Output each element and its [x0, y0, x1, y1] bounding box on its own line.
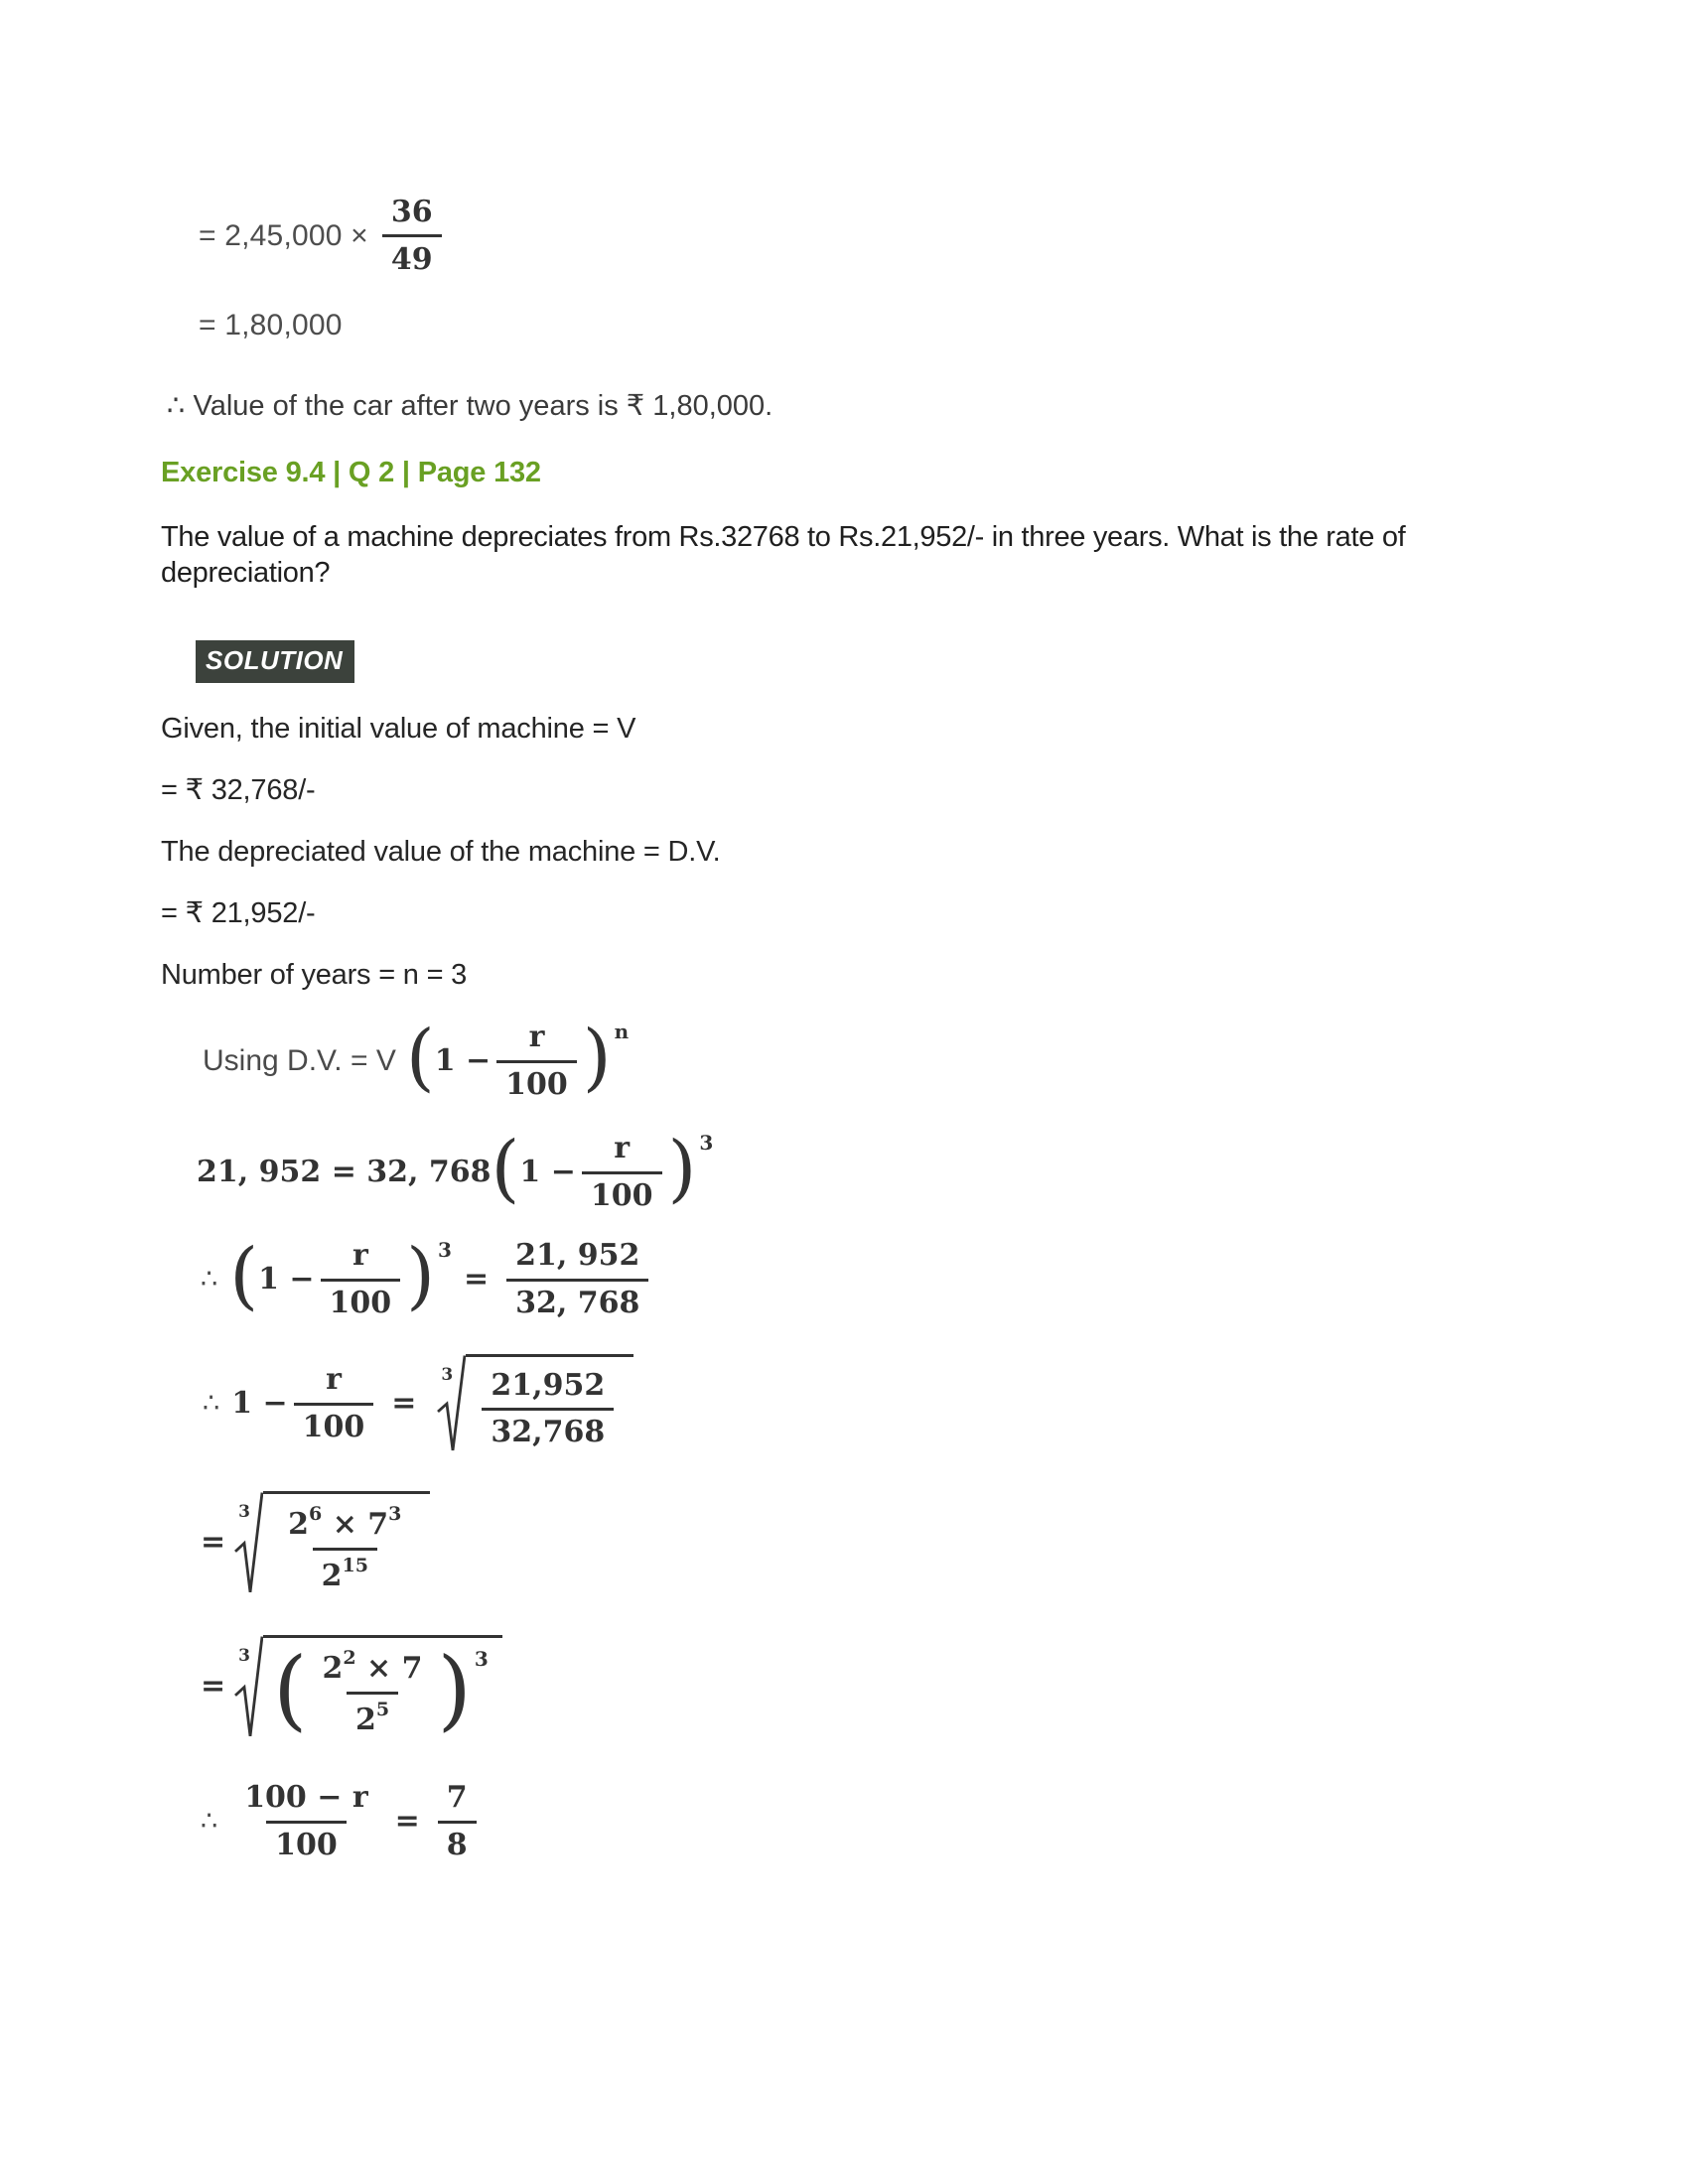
fraction-numerator: 7: [446, 1780, 468, 1815]
close-paren: ): [437, 1637, 472, 1740]
carry-step-1: [199, 195, 1539, 277]
open-paren: (: [405, 1015, 435, 1101]
exponent-n: n: [614, 1020, 630, 1043]
close-paren: ): [667, 1126, 697, 1212]
exponent: 2: [343, 1647, 356, 1669]
one-minus: 1 −: [434, 1042, 492, 1078]
fraction-denominator: [313, 1548, 377, 1594]
therefore-symbol: ∴: [201, 1264, 218, 1295]
cube-root: [436, 1354, 633, 1453]
close-paren: ): [406, 1233, 436, 1319]
formula-substituted: [197, 1126, 1539, 1213]
fraction-r-100: [496, 1021, 577, 1102]
exponent-3: 3: [474, 1647, 489, 1671]
open-paren: (: [491, 1126, 520, 1212]
formula-dv-general: [203, 1015, 1539, 1102]
fraction-r-100: [321, 1239, 401, 1320]
fraction-numerator: 21, 952: [515, 1238, 640, 1273]
formula-perfect-cube: [201, 1635, 1539, 1739]
exponent: 6: [309, 1503, 323, 1525]
given-line: Given, the initial value of machine = V: [161, 713, 636, 745]
fraction-r-100: [582, 1132, 662, 1213]
formula-isolated-cube: [201, 1233, 1539, 1320]
fraction-numerator: r: [614, 1131, 631, 1165]
equals-sign: =: [201, 1525, 226, 1561]
root-index: 3: [238, 1502, 250, 1522]
carry-step-1-text: = 2,45,000 ×: [199, 218, 368, 252]
one-minus: 1 −: [519, 1154, 576, 1189]
exercise-heading[interactable]: Exercise 9.4 | Q 2 | Page 132: [161, 457, 541, 488]
conclusion-line: ∴ Value of the car after two years is ₹ 1,80,000.: [167, 390, 774, 422]
base: 7: [367, 1507, 389, 1542]
fraction-denominator: 100: [266, 1821, 347, 1863]
fraction-denominator: 100: [321, 1279, 401, 1321]
root-index: 3: [441, 1365, 454, 1385]
depreciated-label-line: The depreciated value of the machine = D.V.: [161, 836, 721, 868]
fraction-numerator: [313, 1648, 431, 1692]
lhs-values: 21, 952 = 32, 768: [197, 1154, 492, 1189]
times-sign: ×: [366, 1651, 392, 1686]
open-paren: (: [273, 1637, 308, 1740]
fraction-denominator: 100: [496, 1060, 577, 1103]
fraction-denominator: 32,768: [482, 1408, 614, 1450]
base: 2: [354, 1702, 376, 1737]
initial-value-line: = ₹ 32,768/-: [161, 774, 316, 806]
solution-badge: SOLUTION: [196, 640, 354, 683]
fraction-denominator: [347, 1692, 398, 1738]
equals-sign: =: [201, 1669, 226, 1705]
close-paren: ): [582, 1015, 612, 1101]
fraction-denominator: 100: [294, 1403, 374, 1445]
base: 7: [401, 1651, 423, 1686]
exponent-3: 3: [438, 1238, 452, 1262]
carry-step-2: = 1,80,000: [199, 309, 343, 341]
radicand: [466, 1354, 633, 1453]
solution-badge-row: [196, 640, 1539, 683]
fraction-denominator: 32, 768: [506, 1279, 648, 1321]
fraction-powers: [279, 1504, 410, 1593]
fraction-denominator: 8: [438, 1821, 477, 1863]
therefore-symbol: ∴: [201, 1806, 218, 1837]
one-minus: 1 −: [231, 1385, 288, 1421]
formula-prefix: Using D.V. = V: [203, 1043, 396, 1077]
fraction-numerator: 21,952: [491, 1367, 606, 1403]
equals-sign: =: [394, 1803, 420, 1839]
fraction-ratio: [482, 1369, 614, 1450]
question-text: The value of a machine depreciates from Rs.32768 to Rs.21,952/- in three years. What is the rate of depreciation?: [161, 521, 1406, 589]
depreciated-value-line: = ₹ 21,952/-: [161, 897, 316, 929]
fraction-numerator: [279, 1504, 410, 1548]
radicand: [263, 1491, 430, 1595]
fraction-numerator: r: [326, 1362, 342, 1397]
fraction-r-100: [294, 1363, 374, 1444]
times-sign: ×: [332, 1507, 357, 1542]
fraction-denominator: 100: [582, 1171, 662, 1214]
base: 2: [321, 1558, 343, 1593]
fraction-36-49: [382, 195, 442, 277]
cube-root: [233, 1635, 502, 1739]
years-line: Number of years = n = 3: [161, 959, 468, 991]
exponent: 3: [388, 1503, 402, 1525]
exponent: 5: [375, 1698, 390, 1720]
open-paren: (: [229, 1233, 259, 1319]
fraction-numerator: 36: [390, 195, 433, 229]
fraction-denominator: 49: [382, 234, 442, 277]
base: 2: [288, 1507, 310, 1542]
equals-sign: =: [391, 1385, 417, 1421]
fraction-numerator: r: [528, 1020, 545, 1054]
fraction-numerator: 100 − r: [244, 1780, 368, 1815]
fraction-numerator: r: [352, 1238, 368, 1273]
one-minus: 1 −: [258, 1261, 315, 1297]
root-index: 3: [238, 1646, 250, 1666]
formula-cube-root: [203, 1354, 1539, 1453]
fraction-ratio: [506, 1239, 648, 1320]
equals-sign: =: [463, 1261, 490, 1297]
formula-prime-factors: [201, 1491, 1539, 1595]
fraction-powers: [313, 1648, 431, 1737]
therefore-symbol: ∴: [203, 1388, 220, 1419]
fraction-100-minus-r: [235, 1781, 376, 1862]
formula-final-ratio: [201, 1781, 1539, 1862]
exponent: 15: [342, 1554, 368, 1576]
cube-root: [233, 1491, 430, 1595]
fraction-7-8: [438, 1781, 477, 1862]
exponent-3: 3: [699, 1131, 714, 1155]
base: 2: [322, 1651, 344, 1686]
radicand: [263, 1635, 502, 1739]
